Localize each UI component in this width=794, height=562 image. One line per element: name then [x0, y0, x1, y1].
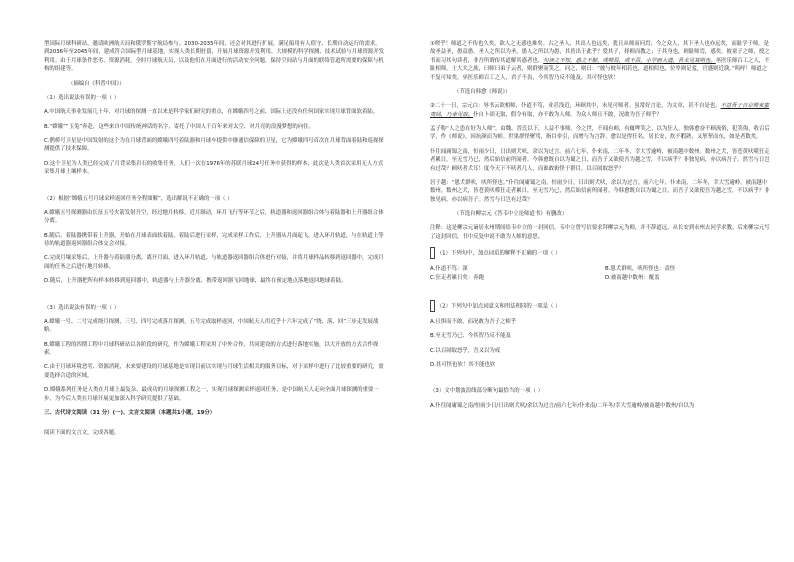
question-1-stem: （1）选出说法有误的一项（ ）	[44, 94, 120, 101]
question-3-stem: （3）选出说法有误的一项（ ）	[44, 304, 120, 311]
question-1-option-d: D.这个卫星为人类已经完成了月背采集岩石的收集任务，人们一次在1976年的苏联月球24号任务中获得的样本，此次是人类首次采用无人方式采集月球土壤样本。	[44, 160, 384, 176]
answer-box	[430, 247, 435, 259]
question-1-option-c: C.鹊桥号卫星是中国发射的这个为在月球背面的嫦娥四号着陆器和月球车提供中继通信保障的卫星，它为嫦娥四号首次在月球背面着陆和巡视探测提供了技术保障。	[44, 138, 384, 153]
r-question-1-option-d: D.被南越中数州：覆盖	[605, 274, 660, 281]
answer-box	[430, 300, 435, 312]
passage-1-source: （节选自韩愈《师说》）	[454, 88, 511, 95]
r-question-2-stem	[430, 300, 772, 312]
r-question-2-stem-text: （2）下列句中加点词意义和用法相同的一项是（ ）	[436, 303, 561, 310]
annotation-note: 注释：这是柳宗元谪居永州期间给韦中立的一封回信。韦中立曾写信要求拜柳宗元为师，并不辞道远，从长安到永州去问学求教。后来柳宗元写了这封回信，书中反复申说不敢为人师的意思。	[430, 225, 770, 240]
passage-1	[430, 40, 772, 82]
r-question-2-option-b: B.至无雪乃已，今其智乃反不能及	[430, 333, 511, 340]
question-3-option-b: B.嫦娥工程的四期工程中月球科研站以各阶段的研究，作为嫦娥工程采用了中外合作、共同建设的方式进行落地实施，以大开放的方式合作探索。	[44, 341, 379, 356]
r-question-2-option-a: A.且惧而不敢，而况敢为吾子之师乎	[430, 318, 517, 325]
passage-2-underlined: 不意吾子自京师来蛮夷间，乃幸见取。	[430, 103, 770, 118]
right-column	[430, 40, 772, 416]
question-2-stem: （2）根据“嫦娥五号月球采样返回任务全程图解”，选出解说不正确的一项（ ）	[44, 195, 233, 202]
section-3-instruction: 阅读下面的文言文，完成各题。	[44, 430, 120, 437]
r-question-2-option-c: C.以召闹取怒乎，吾又以为戒	[430, 347, 501, 354]
intro-paragraph: 型国际月球科研站，邀请欧洲航天局和俄罗斯宇航局参与。2030-2035年间，还会对其进行扩展，满足船用有人值守、长期自动运行的需求。到2036年至2045年间，建成符合国际型月球基地，实现人类长期驻留，开展月球资源开发利用、大规模的科学探测、技术试验与月球资源开发利用。由于月球条件恶劣、资源消耗，全时月球航天员，以及他们在月面进行的活动安全问题，保持空间站与月面的联络管道所需要的保障与机构的组建等。	[44, 41, 385, 73]
question-3-option-c: C.由于月球环境恶劣、资源消耗，未来要建设的月球基地是实现目前以实现与月球生活相关的服务目标，对于采样中进行了比较重要的研究，需要选择合适的区域。	[44, 364, 384, 379]
r-question-2-option-d: D.其可怪也欤！其不能也欤	[430, 362, 496, 368]
source-note: （摘编自《科普中国》）	[68, 80, 125, 87]
passage-1-rest: 巫医乐师百工之人，不耻相师。士大夫之族，曰师曰弟子云者，则群聚而笑之。问之，则曰：“彼与彼年相若也，道相似也，位卑则足羞，官盛则近谀。”呜呼！师道之不复可知矣。巫医乐师百工之人，君子不齿，今其智乃反不能及，其可怪也欤！	[430, 57, 770, 81]
r-question-1-options	[430, 265, 772, 282]
question-3-option-a: A.嫦娥一号、二号完成绕月探测，三号、四号完成落月探测，五号完成取样返回，中国航天人用近乎十六年完成了“绕、落、回”三步走发展战略。	[44, 318, 379, 334]
question-2-option-b: B.随后，着陆器携带着上升器，开始在月球表面软着陆，着陆后进行采样，完成采样工作后，上升器从月面起飞，进入环月轨道，与在轨道上等待的轨道器返回器组合体交会对接。	[44, 232, 384, 247]
passage-2-lead: ②二十一日，宗元白：辱书云欲相师，仆道不笃，业甚浅近，环顾其中，未见可师者。虽常好言论，为文章，甚不自是也。	[430, 103, 721, 110]
r-question-1-option-b: B.恩犬群吠，吠所怪也：责怪	[605, 266, 676, 273]
r-question-1-option-c: C.狂走者累日矣：奔跑	[430, 274, 484, 281]
question-3-option-d: D.嫦娥系列任务是人类在月球上最复杂、最成功的月球探测工程之一，实现月球探测采样返回任务，是中国航天人走向全面月球探测的重要一步，为今后人类在月球开展更加深入科学研究提供了基础。	[44, 387, 379, 402]
question-2-option-a: A.嫦娥五号探测器由长征五号火箭发射升空，经过地月转移，近月制动，环月飞行等环节之后，轨道器和返回器组合体与着陆器和上升器组合体分离。	[44, 209, 384, 225]
passage-2	[430, 102, 772, 119]
passage-4: 仆往闻庸蜀之南，恒雨少日，日出则犬吠，余以为过言。前六七年，仆来南，二年冬，幸大雪逾岭，被南越中数州。数州之犬，皆苍黄吠噬狂走者累日，至无雪乃已，然后始信前所闻者。今韩愈既自以为蜀之日，而吾子又欲使吾为越之雪，不以病乎？非独见病，亦以病吾子。然雪与日岂有过哉？顾吠者犬耳！度今天下不吠者几人，而谁敢衒怪于群目，以召闹取怒乎？	[430, 148, 770, 172]
question-2-option-d: D.随后，上升器把所有样本转移到返回器中，轨道器与上升器分离，携带返回器飞回地球，最终在预定地点落地返回地球着陆。	[44, 278, 347, 285]
section-3-heading: 三、古代诗文阅读（31 分）(一)、文言文阅读（本题共1小题，19分）	[44, 409, 216, 416]
passage-3: 孟子称“人之患在好为人师”。由魏、晋氏以下，人益不事师。今之世，不闻有师，有辄哗笑之，以为狂人。独韩愈奋不顾流俗，犯笑侮，收召后学，作《师说》，因抗颜而为师。世果群怪聚骂，指目牵引，而增与为言辞。愈以是得狂名，居长安，炊不暇熟，又挈挈而东，如是者数矣。	[430, 126, 770, 141]
r-question-1-stem	[430, 247, 772, 259]
question-1-option-b: B.“嫦娥”“玉兔”奔赴，这些来自中国传统神话的名字，寄托了中国人千百年来对太空、对月亮的浪漫梦想的向往。	[44, 123, 314, 130]
r-question-1-option-a: A.仆道不笃：深	[430, 266, 468, 273]
passage-1-underlined: 句读之不知，惑之不解，或师焉，或不焉，小学而大遗，吾未见其明也。	[543, 57, 716, 64]
question-1-option-a: A.中国航天事业发展几十年，对月球的探测一直以来是科学家们研究的重点，在嫦娥四号之前，国际上还没有任何国家实现月球背面软着陆。	[44, 109, 379, 116]
r-question-1-stem-text: （1）下列句中，加点词语的解释不正确的一项（ ）	[436, 250, 561, 257]
left-column	[44, 40, 386, 444]
passage-5-source: （节选自柳宗元《答韦中立论师道书》有删改）	[454, 211, 568, 217]
passage-2-rest: 仆自卜固无取，假令有取，亦不敢为人师。为众人师且不敢，况敢为吾子师乎？	[473, 111, 662, 118]
r-question-3-stem: （3）文中划波浪线部分断句最恰当的一项（ ）	[430, 388, 543, 395]
question-2-option-c: C.完成月壤采集后，上升器与着陆器分离，离开月面，进入环月轨道，与轨道器返回器组合体进行对接，并将月球样品转移到返回器中，完成月面的任务之后进行地月转移。	[44, 255, 384, 270]
passage-5: 居于越：“恩犬群吠，吠所怪也。”仆往闻庸蜀之南，恒雨少日，日出则犬吠，余以为过言。前六七年，仆来南，二年冬，幸大雪逾岭，被南越中数州。数州之犬，皆苍黄吠噬狂走者累日，至无雪乃已，然后始信前所闻者。今韩愈既自以为蜀之日，而吾子又欲使吾为越之雪，不以病乎？非独见病，亦以病吾子。然雪与日岂有过哉？	[430, 179, 770, 203]
r-question-3-option-a: A.仆往闻庸蜀之南/恒雨少日/日出则犬吠/余以为过言/前六七年/仆来南/二年冬/幸大雪逾岭/被南越中数州/自以为	[430, 402, 695, 409]
passage-1-lead: ①嗟乎！师道之不传也久矣，欲人之无惑也难矣。古之圣人，其出人也远矣，犹且从师而问焉；今之众人，其下圣人也亦远矣，而耻学于师。是故圣益圣，愚益愚。圣人之所以为圣，愚人之所以为愚，其皆出于此乎？爱其子，择师而教之；于其身也，则耻师焉，惑矣。彼童子之师，授之书而习其句读者，非吾所谓传其道解其惑者也。	[430, 41, 770, 64]
